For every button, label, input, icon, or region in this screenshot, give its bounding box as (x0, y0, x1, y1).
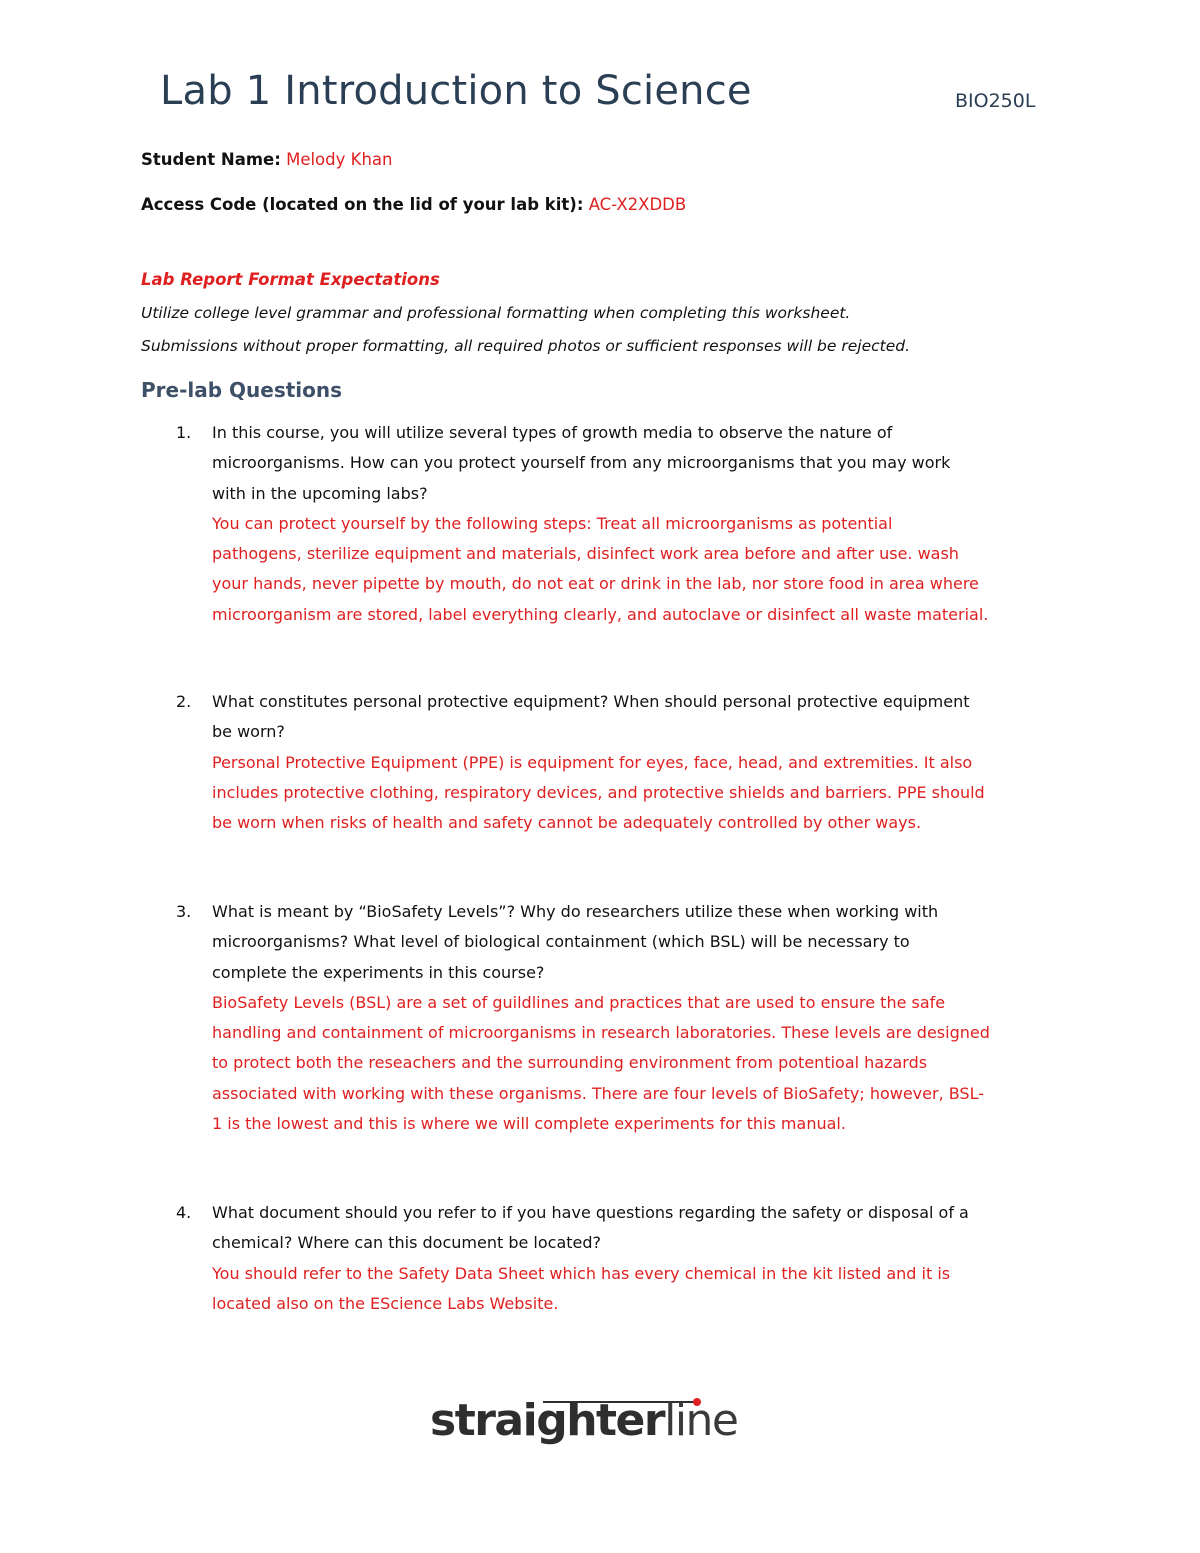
answer-line: includes protective clothing, respiratory devices, and protective shields and barriers. PPE should (212, 782, 985, 802)
logo-strong-part: straighter (430, 1395, 665, 1446)
question-line: microorganisms. How can you protect yourself from any microorganisms that you may work (212, 453, 951, 473)
answer-text (212, 1259, 1071, 1320)
format-expectations-line: Submissions without proper formatting, all required photos or sufficient responses will be rejected. (141, 337, 911, 355)
answer-line: your hands, never pipette by mouth, do not eat or drink in the lab, nor store food in area where (212, 574, 979, 594)
question-number: 3. (176, 902, 192, 921)
answer-line: microorganism are stored, label everything clearly, and autoclave or disinfect all waste material. (212, 604, 989, 624)
access-code-value: AC-X2XDDB (588, 195, 687, 214)
answer-text (212, 988, 1071, 1139)
question-line: microorganisms? What level of biological containment (which BSL) will be necessary to (212, 932, 910, 952)
question-number: 2. (176, 692, 192, 711)
access-code-label: Access Code (located on the lid of your lab kit): (141, 195, 584, 214)
answer-line: You should refer to the Safety Data Sheet which has every chemical in the kit listed and it is (212, 1263, 951, 1283)
question-block (141, 897, 1071, 1139)
answer-line: be worn when risks of health and safety cannot be adequately controlled by other ways. (212, 813, 922, 833)
question-number: 1. (176, 423, 192, 442)
student-name-label: Student Name: (141, 150, 281, 169)
answer-line: handling and containment of microorganisms in research laboratories. These levels are designed (212, 1023, 990, 1043)
student-name-line (141, 150, 392, 169)
straighterline-logo (430, 1395, 760, 1465)
question-line: In this course, you will utilize several types of growth media to observe the nature of (212, 423, 893, 442)
logo-wordmark (430, 1395, 738, 1446)
format-expectations-line: Utilize college level grammar and professional formatting when completing this worksheet. (141, 304, 851, 322)
question-number: 4. (176, 1203, 192, 1222)
question-block (141, 1198, 1071, 1319)
question-line: complete the experiments in this course? (212, 962, 545, 982)
question-block (141, 687, 1071, 838)
answer-line: Personal Protective Equipment (PPE) is equipment for eyes, face, head, and extremities. It also (212, 752, 973, 772)
answer-text (212, 509, 1071, 630)
student-name-value: Melody Khan (286, 150, 393, 169)
question-line: be worn? (212, 722, 285, 742)
answer-line: BioSafety Levels (BSL) are a set of guildlines and practices that are used to ensure the safe (212, 992, 946, 1012)
answer-text (212, 748, 1071, 839)
question-text (212, 1198, 1071, 1259)
question-text (212, 418, 1071, 509)
question-line: with in the upcoming labs? (212, 483, 428, 503)
answer-line: You can protect yourself by the following steps: Treat all microorganisms as potential (212, 513, 893, 533)
question-line: What constitutes personal protective equipment? When should personal protective equipment (212, 692, 970, 711)
answer-line: pathogens, sterilize equipment and materials, disinfect work area before and after use. wash (212, 544, 959, 564)
answer-line: associated with working with these organisms. There are four levels of BioSafety; however, BSL- (212, 1083, 984, 1103)
logo-light-part: line (664, 1395, 738, 1446)
access-code-line (141, 195, 686, 214)
question-text (212, 687, 1071, 748)
question-line: chemical? Where can this document be located? (212, 1233, 602, 1253)
document-title: Lab 1 Introduction to Science (160, 68, 752, 114)
answer-line: to protect both the reseachers and the surrounding environment from potentioal hazards (212, 1053, 928, 1073)
question-line: What is meant by “BioSafety Levels”? Why do researchers utilize these when working with (212, 902, 939, 921)
answer-line: 1 is the lowest and this is where we will complete experiments for this manual. (212, 1114, 846, 1134)
prelab-heading: Pre-lab Questions (141, 378, 343, 402)
question-line: What document should you refer to if you have questions regarding the safety or disposal of a (212, 1203, 969, 1222)
answer-line: located also on the EScience Labs Website. (212, 1293, 559, 1313)
question-text (212, 897, 1071, 988)
course-code: BIO250L (955, 90, 1036, 112)
format-expectations-heading: Lab Report Format Expectations (141, 270, 440, 289)
question-block (141, 418, 1071, 630)
